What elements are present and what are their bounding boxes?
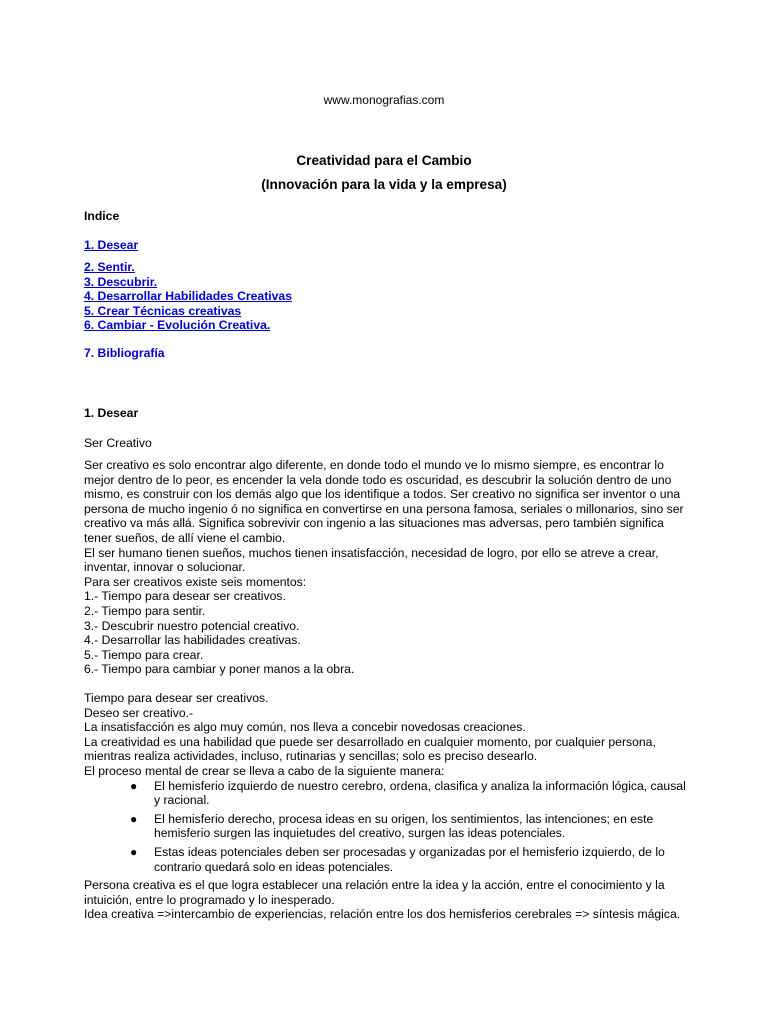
section-body <box>84 691 688 922</box>
table-of-contents <box>84 238 292 361</box>
bullet-icon: ● <box>130 778 138 793</box>
list-item: 4.- Desarrollar las habilidades creativas. <box>84 633 301 648</box>
paragraph: La insatisfacción es algo muy común, nos lleva a concebir novedosas creaciones. <box>84 720 526 735</box>
moments-intro: Para ser creativos existe seis momentos: <box>84 574 307 589</box>
paragraph: Deseo ser creativo.- <box>84 705 194 720</box>
toc-link-descubrir[interactable]: 3. Descubrir. <box>84 274 158 289</box>
index-label: Indice <box>84 209 120 223</box>
site-url: www.monografias.com <box>323 93 445 107</box>
list-item: 6.- Tiempo para cambiar y poner manos a la obra. <box>84 662 355 677</box>
toc-link-bibliografia[interactable]: 7. Bibliografía <box>84 346 165 361</box>
section-body <box>84 458 688 677</box>
list-item: 5.- Tiempo para crear. <box>84 647 204 662</box>
section-subheading: Ser Creativo <box>84 436 152 450</box>
toc-link-desear[interactable]: 1. Desear <box>84 238 139 252</box>
bullet-list <box>84 779 688 875</box>
paragraph: Tiempo para desear ser creativos. <box>84 691 269 705</box>
bullet-icon: ● <box>130 844 138 859</box>
paragraph: La creatividad es una habilidad que puede ser desarrollado en cualquier momento, por cualquier persona, mientras realiza actividades, incluso, rutinarias y sencillas; solo es preciso desearlo. <box>84 734 656 764</box>
bullet-item <box>84 779 688 808</box>
section-heading: 1. Desear <box>84 406 139 420</box>
bullet-icon: ● <box>130 811 138 826</box>
paragraph: Ser creativo es solo encontrar algo diferente, en donde todo el mundo ve lo mismo siempre, es encontrar lo mejor dentro de lo peor, es encender la vela donde todo es oscuridad, es descubrir la solución dentro de uno mismo, es construir con los demás algo que los identifique a todos. Ser creativo no significa ser inventor o una persona de mucho ingenio ó no significa en convertirse en una persona famosa, seriales o millonarios, sino ser creativo va más allá. Significa sobrevivir con ingenio a las situaciones mas adversas, pero también significa tener sueños, de allí viene el cambio. <box>84 458 684 545</box>
toc-link-cambiar[interactable]: 6. Cambiar - Evolución Creativa. <box>84 318 271 333</box>
paragraph: Idea creativa =>intercambio de experiencias, relación entre los dos hemisferios cerebrales => síntesis mágica. <box>84 907 681 922</box>
toc-link-crear[interactable]: 5. Crear Técnicas creativas <box>84 303 242 318</box>
document-title: Creatividad para el Cambio <box>296 153 472 168</box>
bullet-text: El hemisferio derecho, procesa ideas en su origen, los sentimientos, las intenciones; en este hemisferio surgen las inquietudes del creativo, surgen las ideas potenciales. <box>154 811 654 841</box>
list-item: 2.- Tiempo para sentir. <box>84 603 206 618</box>
toc-link-sentir[interactable]: 2. Sentir. <box>84 260 135 275</box>
list-item: 3.- Descubrir nuestro potencial creativo. <box>84 618 300 633</box>
paragraph: El proceso mental de crear se lleva a cabo de la siguiente manera: <box>84 763 445 778</box>
toc-spacer <box>84 252 292 260</box>
bullet-text: Estas ideas potenciales deben ser procesadas y organizadas por el hemisferio izquierdo, de lo contrario quedará solo en ideas potenciales. <box>154 844 665 874</box>
toc-link-desarrollar[interactable]: 4. Desarrollar Habilidades Creativas <box>84 289 292 304</box>
paragraph: El ser humano tienen sueños, muchos tienen insatisfacción, necesidad de logro, por ello se atreve a crear, inventar, innovar o solucionar. <box>84 545 659 575</box>
list-item: 1.- Tiempo para desear ser creativos. <box>84 589 286 604</box>
bullet-item <box>84 845 688 874</box>
bullet-item <box>84 812 688 841</box>
document-subtitle: (Innovación para la vida y la empresa) <box>261 177 507 192</box>
bullet-text: El hemisferio izquierdo de nuestro cerebro, ordena, clasifica y analiza la información lógica, causal y racional. <box>154 778 686 808</box>
toc-spacer <box>84 332 292 346</box>
paragraph: Persona creativa es el que logra establecer una relación entre la idea y la acción, entre el conocimiento y la intuición, entre lo programado y lo inesperado. <box>84 878 665 907</box>
